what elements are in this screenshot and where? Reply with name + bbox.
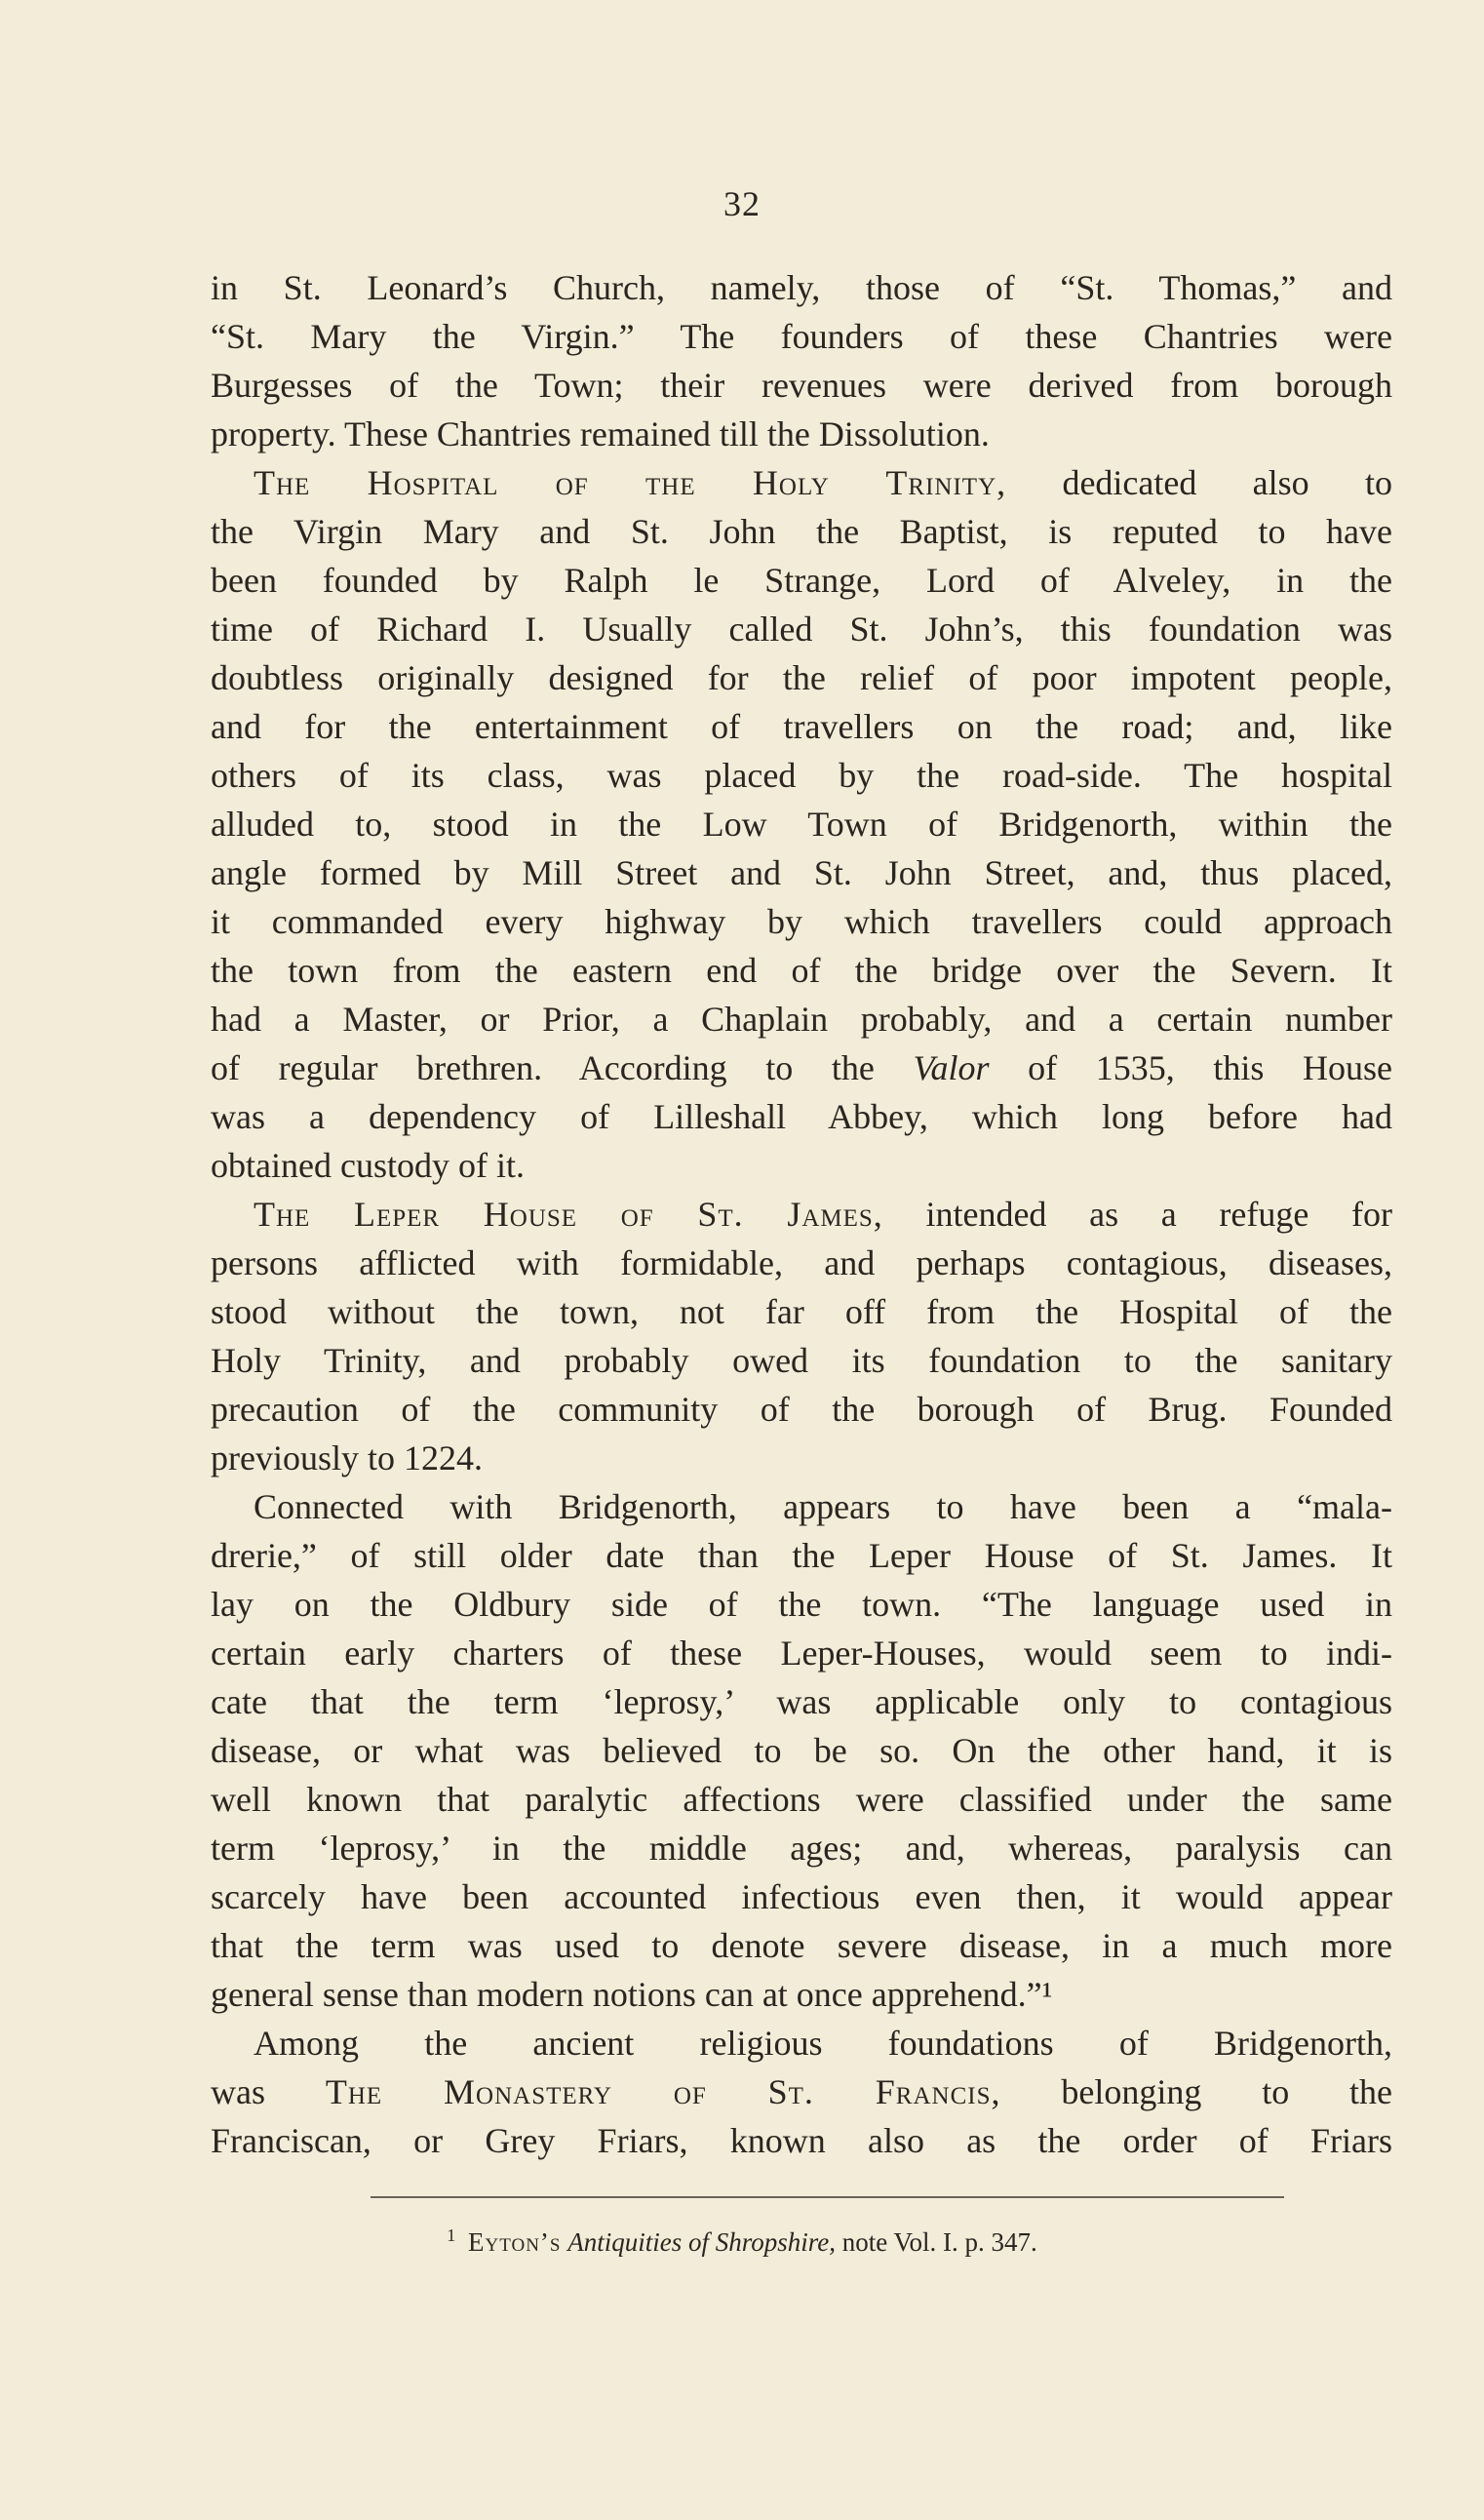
footnote xyxy=(0,2216,1484,2262)
page-number: 32 xyxy=(723,184,761,223)
text-fragment: of regular brethren. According to the xyxy=(211,1048,875,1087)
text-line: others of its class, was placed by the road-side. The hospital xyxy=(211,756,1392,795)
text-line: the Virgin Mary and St. John the Baptist, is reputed to have xyxy=(211,512,1392,551)
text-line xyxy=(211,458,1392,507)
footnote-reference: note Vol. I. p. 347. xyxy=(841,2227,1037,2257)
text-line: previously to 1224. xyxy=(211,1438,483,1477)
text-line: Among the ancient religious foundations of Bridgenorth, xyxy=(254,2024,1392,2063)
text-line: lay on the Oldbury side of the town. “The language used in xyxy=(211,1585,1392,1624)
text-line: in St. Leonard’s Church, namely, those of “St. Thomas,” and xyxy=(211,268,1392,307)
footnote-title: Antiquities of Shropshire, xyxy=(567,2227,836,2257)
text-line: and for the entertainment of travellers on the road; and, like xyxy=(211,707,1392,746)
footnote-divider xyxy=(371,2196,1284,2198)
text-line: obtained custody of it. xyxy=(211,1146,525,1185)
text-line: well known that paralytic affections were classified under the same xyxy=(211,1780,1392,1819)
text-line: it commanded every highway by which travellers could approach xyxy=(211,902,1392,941)
footnote-mark: 1 xyxy=(447,2225,456,2245)
text-line: “St. Mary the Virgin.” The founders of these Chantries were xyxy=(211,317,1392,356)
text-line: cate that the term ‘leprosy,’ was applicable only to contagious xyxy=(211,1682,1392,1721)
text-line xyxy=(211,1190,1392,1239)
text-line: the town from the eastern end of the bridge over the Severn. It xyxy=(211,951,1392,990)
section-heading: The Hospital of the Holy Trinity, xyxy=(254,463,1007,502)
text-fragment: belonging to the xyxy=(1061,2072,1393,2111)
text-line: Holy Trinity, and probably owed its foundation to the sanitary xyxy=(211,1341,1392,1380)
text-line: precaution of the community of the borough of Brug. Founded xyxy=(211,1390,1392,1429)
text-fragment: intended as a refuge for xyxy=(925,1195,1392,1234)
text-line xyxy=(211,1043,1392,1092)
text-line: time of Richard I. Usually called St. John’s, this foundation was xyxy=(211,610,1392,649)
text-line: persons afflicted with formidable, and perhaps contagious, diseases, xyxy=(211,1243,1392,1282)
text-line: property. These Chantries remained till the Dissolution. xyxy=(211,414,990,453)
text-line: term ‘leprosy,’ in the middle ages; and, whereas, paralysis can xyxy=(211,1829,1392,1868)
text-line: certain early charters of these Leper-Houses, would seem to indi- xyxy=(211,1634,1392,1673)
section-heading: The Leper House of St. James, xyxy=(254,1195,883,1234)
italic-term: Valor xyxy=(913,1048,990,1087)
text-fragment: was xyxy=(211,2072,265,2111)
text-line: was a dependency of Lilleshall Abbey, which long before had xyxy=(211,1097,1392,1136)
text-line: angle formed by Mill Street and St. John Street, and, thus placed, xyxy=(211,853,1392,892)
text-line xyxy=(211,2067,1392,2116)
text-line: had a Master, or Prior, a Chaplain probably, and a certain number xyxy=(211,1000,1392,1039)
text-fragment: dedicated also to xyxy=(1062,463,1392,502)
text-line: disease, or what was believed to be so. On the other hand, it is xyxy=(211,1731,1392,1770)
text-line: Franciscan, or Grey Friars, known also as the order of Friars xyxy=(211,2121,1392,2160)
text-line: Burgesses of the Town; their revenues were derived from borough xyxy=(211,366,1392,405)
text-line: drerie,” of still older date than the Leper House of St. James. It xyxy=(211,1536,1392,1575)
text-line: been founded by Ralph le Strange, Lord of Alveley, in the xyxy=(211,561,1392,600)
text-fragment: of 1535, this House xyxy=(1028,1048,1392,1087)
text-line: that the term was used to denote severe disease, in a much more xyxy=(211,1926,1392,1965)
text-line: general sense than modern notions can at once apprehend.”¹ xyxy=(211,1975,1053,2014)
text-line: Connected with Bridgenorth, appears to have been a “mala- xyxy=(254,1487,1392,1526)
text-line: stood without the town, not far off from the Hospital of the xyxy=(211,1292,1392,1331)
body-text xyxy=(211,263,1392,2165)
text-line: doubtless originally designed for the relief of poor impotent people, xyxy=(211,658,1392,697)
section-heading: The Monastery of St. Francis, xyxy=(325,2072,1001,2111)
footnote-author: Eyton’s xyxy=(468,2227,562,2257)
text-line: alluded to, stood in the Low Town of Bridgenorth, within the xyxy=(211,805,1392,844)
text-line: scarcely have been accounted infectious even then, it would appear xyxy=(211,1877,1392,1916)
